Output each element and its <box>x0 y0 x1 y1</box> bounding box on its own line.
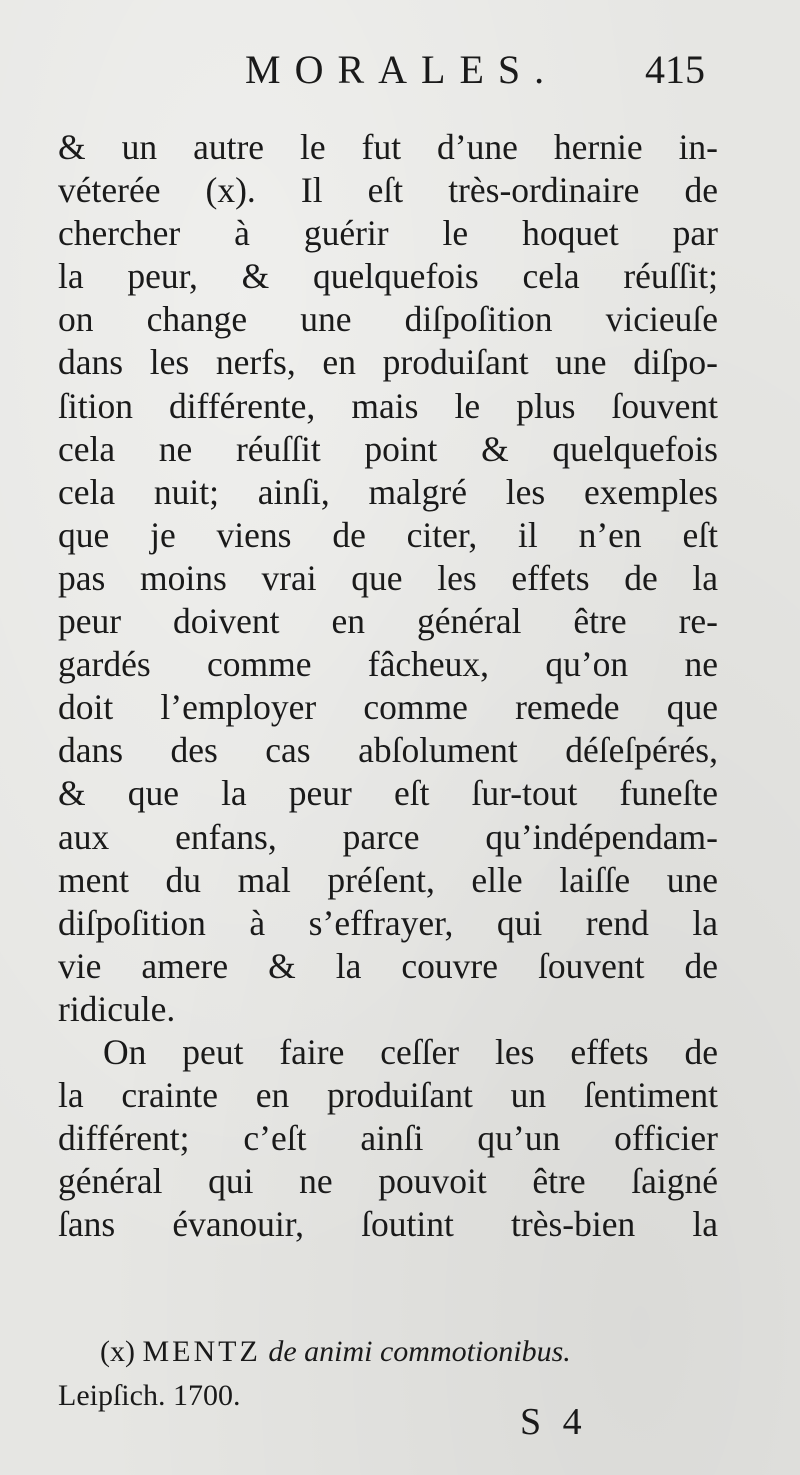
text-line: cela nuit; ainſi, malgré les exemples <box>58 471 718 512</box>
text-line: pas moins vrai que les effets de la <box>58 557 718 598</box>
text-line: On peut faire ceſſer les effets de <box>103 1031 718 1072</box>
text-line: dans des cas abſolument déſeſpérés, <box>58 730 718 771</box>
footnote-author: MENTZ <box>142 1335 261 1368</box>
text-line: différent; c’eſt ainſi qu’un officier <box>58 1118 718 1159</box>
text-line: dans les nerfs, en produiſant une diſpo- <box>58 342 718 383</box>
text-line: aux enfans, parce qu’indépendam- <box>58 816 718 857</box>
text-line: doit l’employer comme remede que <box>58 687 718 728</box>
text-line: vie amere & la couvre ſouvent de <box>58 945 718 986</box>
running-title: MORALES. <box>245 47 559 92</box>
text-line: que je viens de citer, il n’en eſt <box>58 514 718 555</box>
text-line: & que la peur eſt ſur-tout funeſte <box>58 773 718 814</box>
text-line: la peur, & quelquefois cela réuſſit; <box>58 256 718 297</box>
footnote-place-year: Leipſich. 1700. <box>58 1379 241 1412</box>
text-line: chercher à guérir le hoquet par <box>58 213 718 254</box>
text-line: la crainte en produiſant un ſentiment <box>58 1075 718 1116</box>
text-line: diſpoſition à s’effrayer, qui rend la <box>58 902 718 943</box>
body-text <box>58 126 718 1246</box>
page-number: 415 <box>645 47 705 92</box>
footnote-title: de animi commotionibus. <box>268 1335 571 1368</box>
text-line: général qui ne pouvoit être ſaigné <box>58 1161 718 1202</box>
text-line: gardés comme fâcheux, qu’on ne <box>58 644 718 685</box>
text-line: véterée (x). Il eſt très-ordinaire de <box>58 170 718 211</box>
text-line: ſans évanouir, ſoutint très-bien la <box>58 1204 718 1245</box>
text-line: ment du mal préſent, elle laiſſe une <box>58 859 718 900</box>
text-line: ſition différente, mais le plus ſouvent <box>58 385 718 426</box>
text-line: cela ne réuſſit point & quelquefois <box>58 428 718 469</box>
text-line: peur doivent en général être re- <box>58 601 718 642</box>
text-line: on change une diſpoſition vicieuſe <box>58 299 718 340</box>
footnote <box>58 1330 718 1418</box>
text-line: ridicule. <box>58 988 176 1029</box>
footnote-marker: (x) <box>100 1335 135 1368</box>
signature-mark: S 4 <box>520 1401 588 1443</box>
text-line: & un autre le fut d’une hernie in- <box>58 127 718 167</box>
